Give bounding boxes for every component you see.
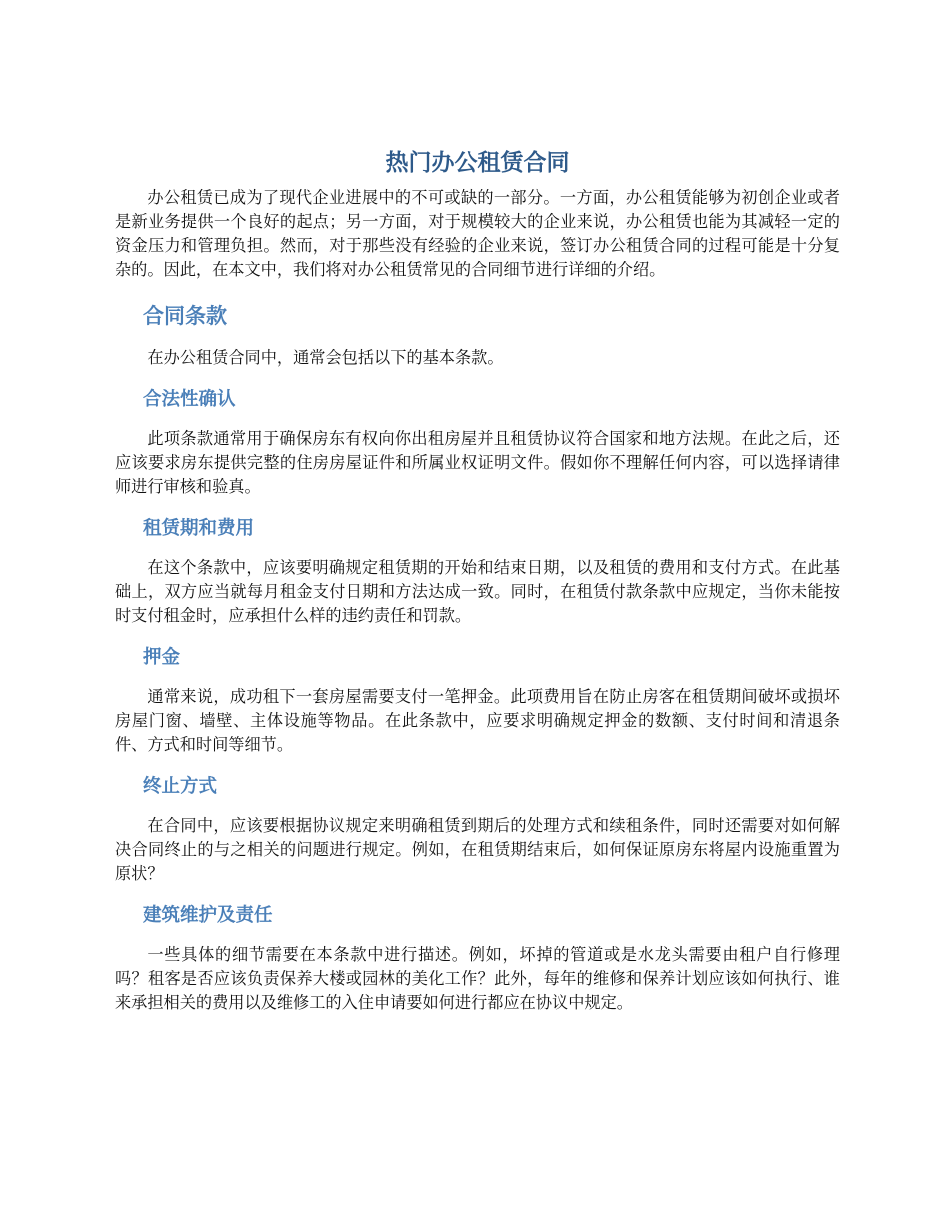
subsection-text-legality: 此项条款通常用于确保房东有权向你出租房屋并且租赁协议符合国家和地方法规。在此之后，还应该要求房东提供完整的住房房屋证件和所属业权证明文件。假如你不理解任何内容，可以选择请律师进行审核和验真。 (115, 429, 840, 496)
subsection-heading-deposit: 押金 (143, 647, 181, 668)
subsection-text-termination: 在合同中，应该要根据协议规定来明确租赁到期后的处理方式和续租条件，同时还需要对如何解决合同终止的与之相关的问题进行规定。例如，在租赁期结束后，如何保证原房东将屋内设施重置为原状？ (115, 816, 840, 883)
document-title: 热门办公租赁合同 (385, 150, 570, 176)
subsection-heading-termination: 终止方式 (143, 776, 218, 797)
subsection-heading-term-and-fees: 租赁期和费用 (143, 518, 255, 539)
subsection-text-maintenance: 一些具体的细节需要在本条款中进行描述。例如，坏掉的管道或是水龙头需要由租户自行修理吗？租客是否应该负责保养大楼或园林的美化工作？此外，每年的维修和保养计划应该如何执行、谁来承担相关的费用以及维修工的入住申请要如何进行都应在协议中规定。 (115, 945, 840, 1012)
intro-paragraph: 办公租赁已成为了现代企业进展中的不可或缺的一部分。一方面，办公租赁能够为初创企业或者是新业务提供一个良好的起点；另一方面，对于规模较大的企业来说，办公租赁也能为其减轻一定的资金压力和管理负担。然而，对于那些没有经验的企业来说，签订办公租赁合同的过程可能是十分复杂的。因此，在本文中，我们将对办公租赁常见的合同细节进行详细的介绍。 (115, 188, 840, 279)
subsection-text-term-and-fees: 在这个条款中，应该要明确规定租赁期的开始和结束日期，以及租赁的费用和支付方式。在此基础上，双方应当就每月租金支付日期和方法达成一致。同时，在租赁付款条款中应规定，当你未能按时支付租金时，应承担什么样的违约责任和罚款。 (115, 558, 840, 625)
subsection-heading-legality: 合法性确认 (143, 389, 236, 410)
subsection-text-deposit: 通常来说，成功租下一套房屋需要支付一笔押金。此项费用旨在防止房客在租赁期间破坏或损坏房屋门窗、墙壁、主体设施等物品。在此条款中，应要求明确规定押金的数额、支付时间和清退条件、方式和时间等细节。 (115, 687, 840, 754)
section-intro-paragraph: 在办公租赁合同中，通常会包括以下的基本条款。 (147, 348, 504, 367)
subsection-heading-maintenance: 建筑维护及责任 (143, 905, 273, 926)
section-heading: 合同条款 (143, 304, 227, 328)
document-page (115, 0, 840, 1015)
